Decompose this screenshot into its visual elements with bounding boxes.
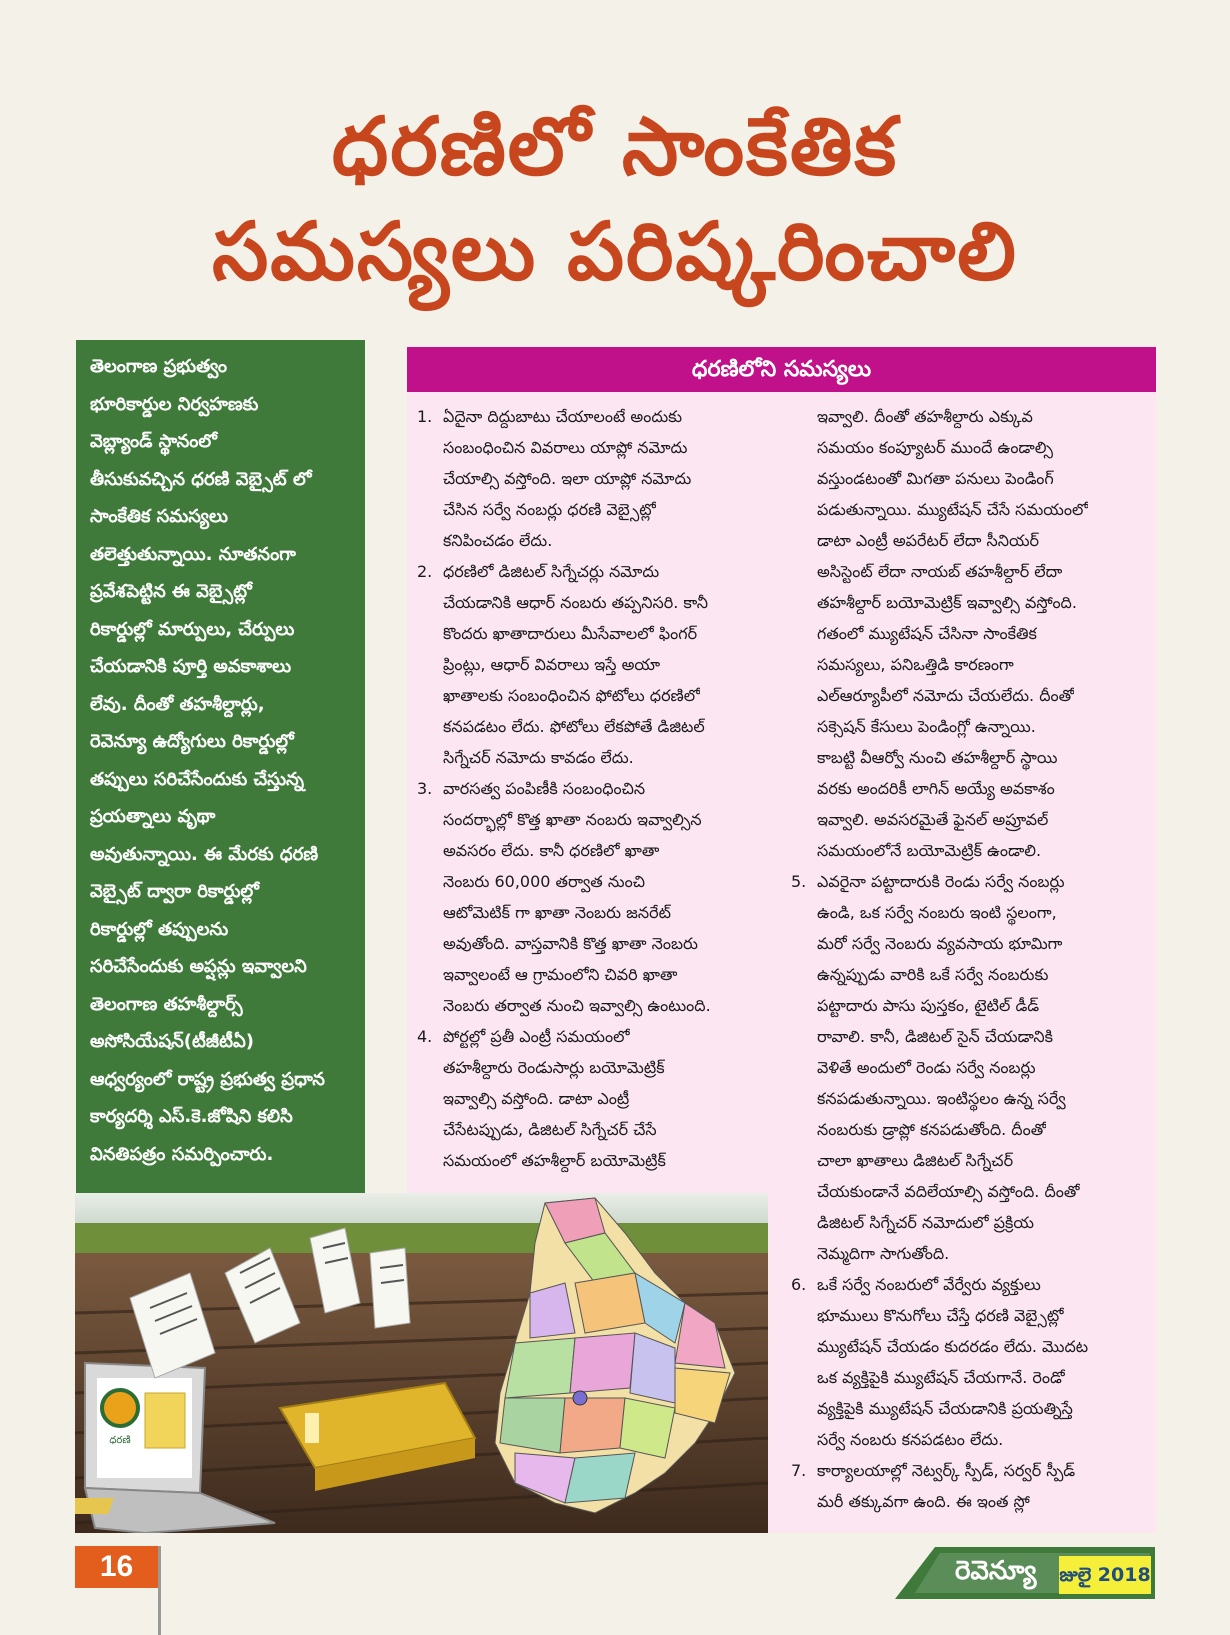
problem-number (791, 1052, 817, 1083)
sidebar-line: రికార్డుల్లో తప్పులను (90, 918, 229, 940)
problem-number (791, 1424, 817, 1455)
problem-line (417, 556, 762, 587)
problem-number (417, 680, 443, 711)
sidebar-line: సరిచేసేందుకు అప్షన్లు ఇవ్వాలని (90, 956, 307, 977)
problem-text: ఇవ్వాలంటే ఆ గ్రామంలోని చివరి ఖాతా (443, 965, 678, 984)
problem-line (417, 959, 762, 990)
problem-line (791, 680, 1151, 711)
sidebar-line: రికార్డుల్లో మార్పులు, చేర్పులు (90, 618, 295, 640)
problem-number (791, 990, 817, 1021)
problem-text: ఖాతాలకు సంబంధించిన ఫోటోలు ధరణిలో (443, 686, 701, 705)
problems-column-1 (417, 401, 762, 1176)
sidebar-line: ప్రయత్నాలు వృథా (90, 806, 216, 827)
problem-text: కనపడటం లేదు. ఫోటోలు లేకపోతే డిజిటల్ (443, 717, 705, 736)
problem-text: ఒక వ్యక్తిపైకి మ్యుటేషన్ చేయగానే. రెండో (817, 1368, 1065, 1387)
problem-number (417, 928, 443, 959)
problem-text: మరో సర్వే నెంబరు వ్యవసాయ భూమిగా (817, 934, 1063, 953)
problem-number (791, 401, 817, 432)
magazine-name: రెవెన్యూ (955, 1556, 1037, 1586)
problem-line (791, 804, 1151, 835)
problem-number (791, 618, 817, 649)
problem-number: 1. (417, 407, 433, 426)
headline-line-2: సమస్యలు పరిష్కరించాలి (212, 205, 1018, 298)
problem-line (791, 1269, 1151, 1300)
dharani-logo (102, 1390, 138, 1426)
problem-number: 3. (417, 779, 433, 798)
problem-number (791, 1176, 817, 1207)
problem-number (417, 463, 443, 494)
problem-line (791, 1114, 1151, 1145)
problem-text: సిగ్నేచర్ నమోదు కావడం లేదు. (443, 748, 634, 767)
problem-line (791, 1331, 1151, 1362)
problem-text: వ్యక్తిపైకి మ్యుటేషన్ చేయడానికి ప్రయత్నిస్తే (817, 1399, 1073, 1418)
problem-number (417, 1052, 443, 1083)
problem-number (791, 742, 817, 773)
problem-number (417, 649, 443, 680)
problem-text: చాలా ఖాతాలు డిజిటల్ సిగ్నేచర్ (817, 1151, 1014, 1170)
problem-number: 4. (417, 1027, 433, 1046)
problem-line (791, 525, 1151, 556)
problem-number (417, 835, 443, 866)
problem-number (417, 1145, 443, 1176)
problem-line (791, 587, 1151, 618)
problem-text: రావాలి. కానీ, డిజిటల్ సైన్ చేయడానికి (817, 1027, 1053, 1046)
problem-number (791, 432, 817, 463)
problem-number (791, 804, 817, 835)
sidebar-line: ఆధ్వర్యంలో రాష్ట్ర ప్రభుత్వ ప్రధాన (90, 1068, 325, 1090)
farm-map-illustration (75, 1193, 768, 1533)
problem-line (791, 897, 1151, 928)
problem-line (417, 432, 762, 463)
problem-line (791, 866, 1151, 897)
problem-line (791, 773, 1151, 804)
problem-text: ఇవ్వాల్సి వస్తోంది. డాటా ఎంట్రీ (443, 1089, 630, 1108)
problem-text: ఒకే సర్వే నంబరులో వేర్వేరు వ్యక్తులు (817, 1275, 1041, 1294)
hyderabad-marker (573, 1391, 587, 1405)
problem-text: సమస్యలు, పనిఒత్తిడి కారణంగా (817, 655, 1014, 674)
problem-number (417, 1114, 443, 1145)
problem-line (417, 525, 762, 556)
problem-text: ఎవరైనా పట్టాదారుకి రెండు సర్వే నంబర్లు (817, 872, 1065, 891)
problem-line (791, 432, 1151, 463)
problem-line (417, 1052, 762, 1083)
problem-line (417, 804, 762, 835)
sidebar-line: వెబ్సైట్ ద్వారా రికార్డుల్లో (90, 881, 259, 902)
sidebar-line: కార్యదర్శి ఎస్.కె.జోషిని కలిసి (90, 1106, 293, 1127)
problem-line (791, 1393, 1151, 1424)
problem-number (417, 990, 443, 1021)
problem-number (417, 866, 443, 897)
problem-number (791, 1145, 817, 1176)
problem-number (791, 1207, 817, 1238)
problem-text: మ్యుటేషన్ చేయడం కుదరడం లేదు. మొదట (817, 1337, 1089, 1356)
problem-text: పోర్టల్లో ప్రతీ ఎంట్రీ సమయంలో (443, 1027, 630, 1046)
problem-line (791, 556, 1151, 587)
problem-number (417, 959, 443, 990)
problem-number (791, 1238, 817, 1269)
problem-text: కనపడుతున్నాయి. ఇంటిస్థలం ఉన్న సర్వే (817, 1089, 1066, 1108)
issue-date: జులై 2018 (1059, 1556, 1151, 1594)
problem-number (791, 928, 817, 959)
problem-line (791, 1145, 1151, 1176)
headline-line-1: ధరణిలో సాంకేతిక (331, 100, 899, 193)
problem-text: సందర్భాల్లో కొత్త ఖాతా నంబరు ఇవ్వాల్సిన (443, 810, 702, 829)
intro-sidebar (76, 340, 365, 1193)
problem-text: సమయంలోనే బయోమెట్రిక్ ఉండాలి. (817, 841, 1042, 860)
problem-line (417, 1021, 762, 1052)
problem-text: చేయాల్సి వస్తోంది. ఇలా యాప్లో నమోదు (443, 469, 692, 488)
problem-text: కార్యాలయాల్లో నెట్వర్క్ స్పీడ్, సర్వర్ స్పీడ్ (817, 1461, 1076, 1480)
problem-number (791, 1331, 817, 1362)
problem-line (417, 835, 762, 866)
problem-text: ఆటోమెటిక్ గా ఖాతా నెంబరు జనరేట్ (443, 903, 671, 922)
problem-line (791, 711, 1151, 742)
problem-line (791, 1083, 1151, 1114)
problem-text: సమయంలో తహశీల్దార్ బయోమెట్రిక్ (443, 1151, 666, 1170)
problem-line (417, 680, 762, 711)
problem-text: సర్వే నంబరు కనపడటం లేదు. (817, 1430, 1004, 1449)
sidebar-line: తప్పులు సరిచేసేందుకు చేస్తున్న (90, 768, 305, 790)
problem-line (417, 649, 762, 680)
problem-number (417, 587, 443, 618)
page-rule (158, 1546, 161, 1635)
problem-line (791, 990, 1151, 1021)
problem-line (417, 866, 762, 897)
problem-text: గతంలో మ్యుటేషన్ చేసినా సాంకేతిక (817, 624, 1037, 643)
logo-text: ధరణి (109, 1435, 131, 1446)
problem-line (791, 1424, 1151, 1455)
problem-line (417, 1083, 762, 1114)
problem-line (791, 928, 1151, 959)
problem-number (417, 494, 443, 525)
problem-number (417, 897, 443, 928)
problem-number (791, 1393, 817, 1424)
problem-line (791, 1362, 1151, 1393)
problem-line (417, 928, 762, 959)
problems-box-header: ధరణిలోని సమస్యలు (407, 347, 1156, 392)
problem-text: పట్టాదారు పాసు పుస్తకం, టైటిల్ డీడ్ (817, 996, 1040, 1015)
problem-number: 2. (417, 562, 433, 581)
problem-text: అసిస్టెంట్ లేదా నాయబ్ తహశీల్దార్ లేదా (817, 562, 1063, 581)
sidebar-line: తెలంగాణ తహశీల్దార్స్ (90, 993, 243, 1015)
problem-text: నంబరుకు డ్రాప్లో కనపడుతోంది. దీంతో (817, 1120, 1047, 1139)
problem-text: వస్తుండటంతో మిగతా పనులు పెండింగ్ (817, 469, 1054, 488)
problem-number (791, 556, 817, 587)
problem-number (791, 680, 817, 711)
problem-line (417, 742, 762, 773)
problem-line (417, 401, 762, 432)
problem-line (791, 494, 1151, 525)
problem-text: పడుతున్నాయి. మ్యుటేషన్ చేసే సమయంలో (817, 500, 1089, 519)
problem-line (791, 1300, 1151, 1331)
problem-number (791, 1300, 817, 1331)
sidebar-line: లేవు. దీంతో తహశీల్దార్లు, (90, 693, 265, 715)
problem-text: ప్రింట్లు, ఆధార్ వివరాలు ఇస్తే అయా (443, 655, 661, 674)
problem-text: ఇవ్వాలి. అవసరమైతే ఫైనల్ అప్రూవల్ (817, 810, 1049, 829)
problem-line (417, 463, 762, 494)
problem-text: చేసేటప్పుడు, డిజిటల్ సిగ్నేచర్ చేసే (443, 1120, 657, 1139)
problem-number (791, 959, 817, 990)
sidebar-line: సాంకేతిక సమస్యలు (90, 506, 228, 527)
sidebar-line: రెవెన్యూ ఉద్యోగులు రికార్డుల్లో (90, 731, 294, 752)
sidebar-line: ప్రవేశపెట్టిన ఈ వెబ్సైట్లో (90, 581, 252, 602)
sidebar-line: తెలంగాణ ప్రభుత్వం (90, 356, 228, 377)
problem-number (791, 1114, 817, 1145)
problem-number (417, 742, 443, 773)
problem-text: కొందరు ఖాతాదారులు మీసేవాలలో ఫింగర్ (443, 624, 698, 643)
problem-line (417, 711, 762, 742)
problem-number (417, 525, 443, 556)
problem-number (791, 1083, 817, 1114)
problem-line (791, 959, 1151, 990)
problem-text: ఉన్నప్పుడు వారికి ఒకే సర్వే నంబరుకు (817, 965, 1049, 984)
problem-line (417, 618, 762, 649)
problem-line (417, 587, 762, 618)
problem-line (791, 401, 1151, 432)
problem-number (791, 525, 817, 556)
problem-text: చేయకుండానే వదిలేయాల్సి వస్తోంది. దీంతో (817, 1182, 1080, 1201)
problem-text: సమయం కంప్యూటర్ ముందే ఉండాల్సి (817, 438, 1053, 457)
sidebar-line: తీసుకువచ్చిన ధరణి వెబ్సైట్ లో (90, 468, 312, 490)
problem-text: మరీ తక్కువగా ఉంది. ఈ ఇంత స్లో (817, 1492, 1030, 1511)
problems-column-2 (791, 401, 1151, 1517)
sidebar-line: అవుతున్నాయి. ఈ మేరకు ధరణి (90, 843, 319, 865)
illustration (75, 1193, 768, 1533)
problem-number (791, 897, 817, 928)
problem-line (417, 990, 762, 1021)
problem-number (417, 432, 443, 463)
problem-line (791, 1486, 1151, 1517)
sidebar-line: భూరికార్డుల నిర్వహణకు (90, 393, 259, 415)
problem-line (417, 773, 762, 804)
page-number: 16 (75, 1546, 158, 1588)
problem-number (791, 711, 817, 742)
problem-text: నెంబరు తర్వాత నుంచి ఇవ్వాల్సి ఉంటుంది. (443, 996, 711, 1015)
problem-text: నెంబరు 60,000 తర్వాత నుంచి (443, 872, 645, 891)
problem-text: చేయడానికి ఆధార్ నంబరు తప్పనిసరి. కానీ (443, 593, 709, 612)
problem-line (417, 897, 762, 928)
problem-line (791, 742, 1151, 773)
problem-number (791, 587, 817, 618)
sidebar-line: వెబ్ల్యాండ్ స్థానంలో (90, 431, 217, 452)
problem-text: వెళితే అందులో రెండు సర్వే నంబర్లు (817, 1058, 1036, 1077)
problem-line (791, 835, 1151, 866)
problem-line (791, 463, 1151, 494)
problem-number (417, 804, 443, 835)
problem-number (417, 711, 443, 742)
problem-number (791, 463, 817, 494)
problem-line (417, 1145, 762, 1176)
problem-text: నెమ్మదిగా సాగుతోంది. (817, 1244, 950, 1263)
sidebar-line: వినతిపత్రం సమర్పించారు. (90, 1143, 274, 1165)
sidebar-line: అసోసియేషన్(టీజీటీఏ) (90, 1031, 254, 1052)
problem-line (791, 1455, 1151, 1486)
problem-line (791, 1238, 1151, 1269)
problem-line (791, 1207, 1151, 1238)
problem-number (791, 835, 817, 866)
problem-line (791, 618, 1151, 649)
problem-number: 6. (791, 1275, 807, 1294)
problem-text: సక్సెషన్ కేసులు పెండింగ్లో ఉన్నాయి. (817, 717, 1036, 736)
problem-number: 5. (791, 872, 807, 891)
problem-text: ఇవ్వాలి. దీంతో తహశీల్దారు ఎక్కువ (817, 407, 1033, 426)
problem-line (791, 1052, 1151, 1083)
problem-number (791, 494, 817, 525)
problem-text: తహశీల్దార్ బయోమెట్రిక్ ఇవ్వాల్సి వస్తోంది. (817, 593, 1077, 612)
problem-number (791, 773, 817, 804)
problem-line (791, 1021, 1151, 1052)
problem-text: వారసత్వ పంపిణీకి సంబంధించిన (443, 779, 646, 798)
problem-text: డాటా ఎంట్రీ అపరేటర్ లేదా సీనియర్ (817, 531, 1040, 550)
problem-line (417, 494, 762, 525)
sidebar-line: తలెత్తుతున్నాయి. నూతనంగా (90, 543, 296, 565)
problem-number (791, 1486, 817, 1517)
problem-text: అవుతోంది. వాస్తవానికి కొత్త ఖాతా నెంబరు (443, 934, 698, 953)
problem-number (791, 1362, 817, 1393)
problem-line (417, 1114, 762, 1145)
problem-number: 7. (791, 1461, 807, 1480)
problem-line (791, 649, 1151, 680)
problem-number (791, 1021, 817, 1052)
problem-text: చేసిన సర్వే నంబర్లు ధరణి వెబ్సైట్లో (443, 500, 656, 519)
problem-text: డిజిటల్ సిగ్నేచర్ నమోదులో ప్రక్రియ (817, 1213, 1034, 1232)
problem-text: ఉండి, ఒక సర్వే నంబరు ఇంటి స్థలంగా, (817, 903, 1057, 922)
problem-text: ధరణిలో డిజిటల్ సిగ్నేచర్లు నమోదు (443, 562, 660, 581)
problem-text: వరకు అందరికీ లాగిన్ అయ్యే అవకాశం (817, 779, 1055, 798)
problem-text: కనిపించడం లేదు. (443, 531, 553, 550)
problem-number (417, 618, 443, 649)
problem-number (791, 649, 817, 680)
problem-text: ఏదైనా దిద్దుబాటు చేయాలంటే అందుకు (443, 407, 683, 426)
problem-text: ఎల్ఆర్యూపీలో నమోదు చేయలేదు. దీంతో (817, 686, 1075, 705)
problem-line (791, 1176, 1151, 1207)
problem-text: అవసరం లేదు. కానీ ధరణిలో ఖాతా (443, 841, 660, 860)
problem-text: కాబట్టి వీఆర్వో నుంచి తహశీల్దార్ స్థాయి (817, 748, 1058, 767)
sidebar-line: చేయడానికి పూర్తి అవకాశాలు (90, 656, 292, 677)
problem-text: సంబంధించిన వివరాలు యాప్లో నమోదు (443, 438, 688, 457)
problem-text: భూములు కొనుగోలు చేస్తే ధరణి వెబ్సైట్లో (817, 1306, 1064, 1325)
problem-text: తహశీల్దారు రెండుసార్లు బయోమెట్రిక్ (443, 1058, 665, 1077)
problem-number (417, 1083, 443, 1114)
